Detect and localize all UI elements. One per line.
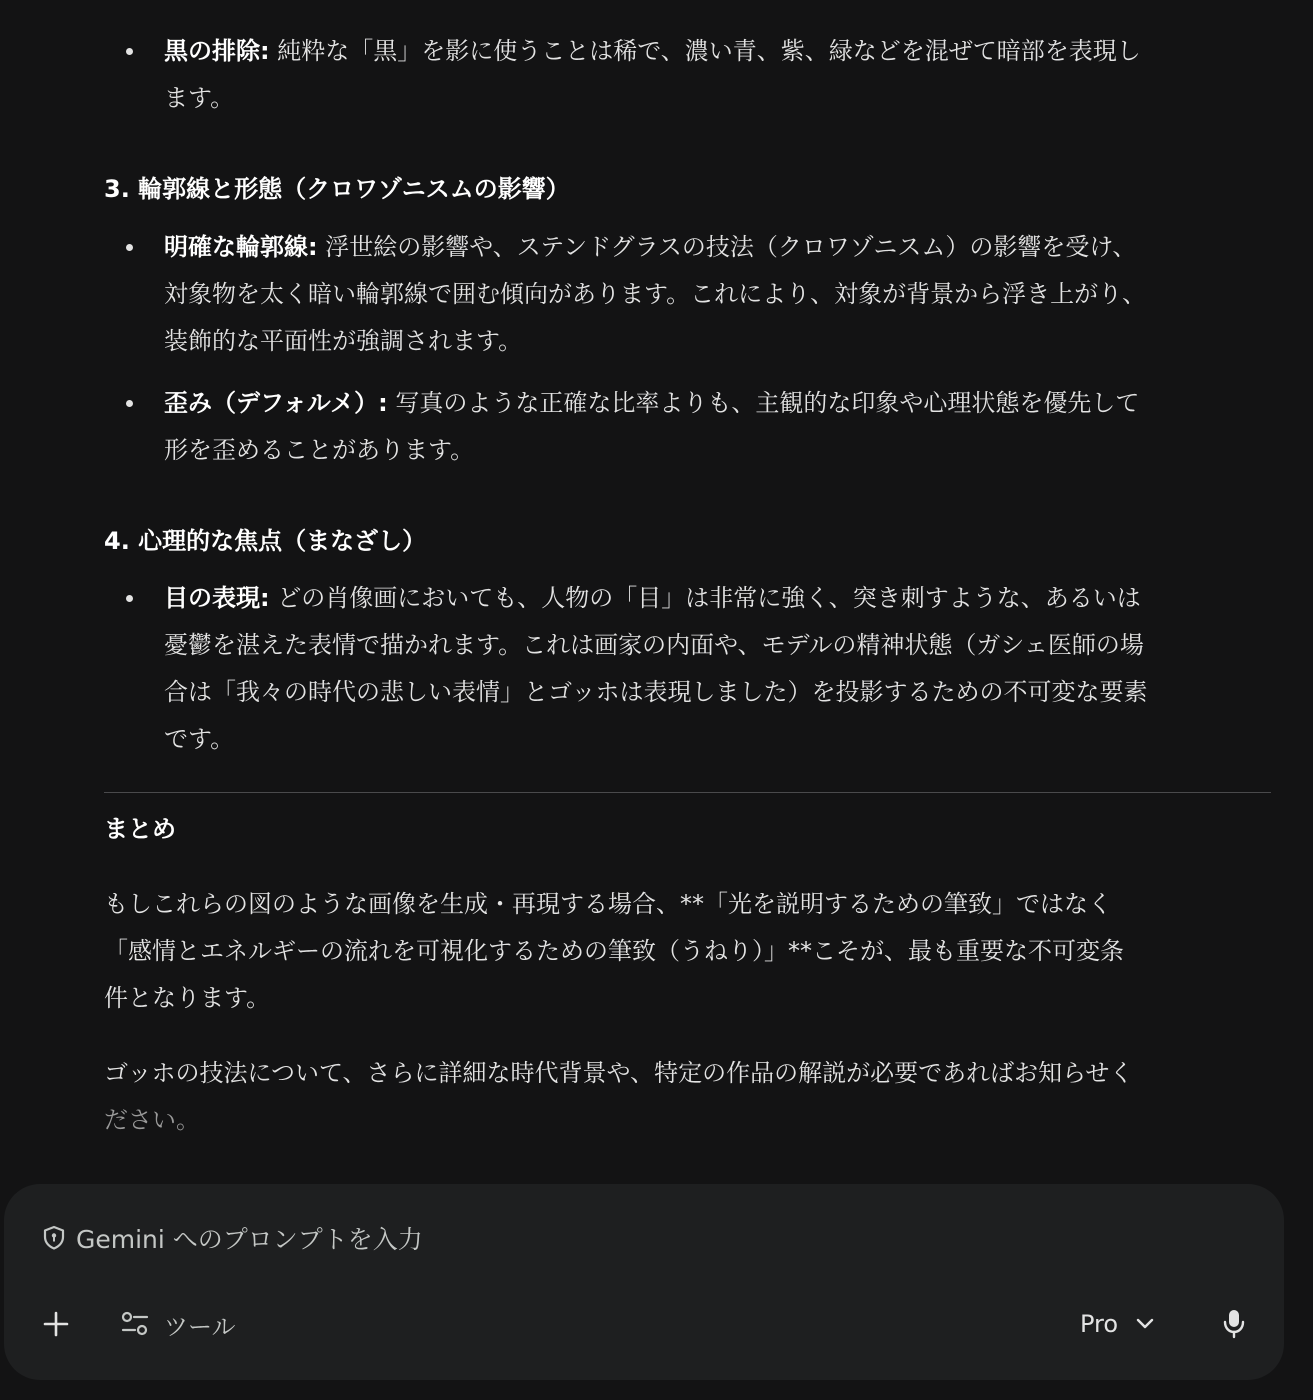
bullet-list-outline xyxy=(104,224,1274,365)
list-item xyxy=(104,380,1274,474)
plus-icon xyxy=(43,1311,69,1337)
bullet-text: 写真のような正確な比率よりも、主観的な印象や心理状態を優先して xyxy=(387,389,1140,417)
bullet-text: どの肖像画においても、人物の「目」は非常に強く、突き刺すような、あるいは xyxy=(269,584,1141,612)
bullet-term: 黒の排除: xyxy=(164,37,270,65)
bullet-list-color xyxy=(104,28,1274,122)
bullet-term: 歪み（デフォルメ）: xyxy=(164,389,388,417)
closing-paragraph xyxy=(104,1050,1274,1144)
shield-icon xyxy=(42,1225,66,1251)
summary-paragraph xyxy=(104,881,1274,1022)
paragraph-line: ださい。 xyxy=(104,1106,200,1134)
microphone-button[interactable] xyxy=(1212,1302,1256,1346)
list-item xyxy=(104,575,1274,763)
paragraph-line: もしこれらの図のような画像を生成・再現する場合、**「光を説明するための筆致」ではなく xyxy=(104,890,1112,918)
bullet-term: 明確な輪郭線: xyxy=(164,233,318,261)
section-heading: 3. 輪郭線と形態（クロワゾニスムの影響） xyxy=(104,175,570,203)
section-divider xyxy=(104,792,1271,793)
bullet-text: 対象物を太く暗い輪郭線で囲む傾向があります。これにより、対象が背景から浮き上がり、 xyxy=(164,280,1147,308)
bullet-text: 合は「我々の時代の悲しい表情」とゴッホは表現しました）を投影するための不可変な要素 xyxy=(164,678,1148,706)
paragraph-line: 件となります。 xyxy=(104,984,271,1012)
bullet-text: 形を歪めることがあります。 xyxy=(164,436,475,464)
bullet-list-deform xyxy=(104,380,1274,474)
section-heading: 4. 心理的な焦点（まなざし） xyxy=(104,527,427,555)
model-selector[interactable] xyxy=(1080,1302,1154,1346)
model-label: Pro xyxy=(1080,1310,1119,1338)
microphone-icon xyxy=(1223,1309,1245,1339)
prompt-input[interactable]: Gemini へのプロンプトを入力 xyxy=(76,1225,423,1254)
bullet-text: 装飾的な平面性が強調されます。 xyxy=(164,327,523,355)
chevron-down-icon xyxy=(1136,1318,1154,1330)
bullet-text: ます。 xyxy=(164,84,235,112)
tools-icon xyxy=(120,1311,150,1337)
paragraph-line: ゴッホの技法について、さらに詳細な時代背景や、特定の作品の解説が必要であればお知らせく xyxy=(104,1059,1134,1087)
paragraph-line: 「感情とエネルギーの流れを可視化するための筆致（うねり）」**こそが、最も重要な不可変条 xyxy=(104,937,1124,965)
list-item xyxy=(104,224,1274,365)
prompt-row[interactable] xyxy=(42,1220,423,1256)
bullet-text: 浮世絵の影響や、ステンドグラスの技法（クロワゾニスム）の影響を受け、 xyxy=(317,233,1137,261)
bullet-term: 目の表現: xyxy=(164,584,270,612)
tools-label: ツール xyxy=(164,1312,236,1341)
add-button[interactable] xyxy=(34,1302,78,1346)
tools-button[interactable] xyxy=(120,1302,236,1346)
bullet-text: 純粋な「黒」を影に使うことは稀で、濃い青、紫、緑などを混ぜて暗部を表現し xyxy=(269,37,1141,65)
input-toolbar xyxy=(4,1302,1284,1352)
summary-heading: まとめ xyxy=(104,815,176,843)
bullet-text: 憂鬱を湛えた表情で描かれます。これは画家の内面や、モデルの精神状態（ガシェ医師の場 xyxy=(164,631,1144,659)
prompt-input-box[interactable] xyxy=(4,1184,1284,1380)
list-item xyxy=(104,28,1274,122)
bullet-text: です。 xyxy=(164,725,235,753)
bullet-list-gaze xyxy=(104,575,1274,763)
